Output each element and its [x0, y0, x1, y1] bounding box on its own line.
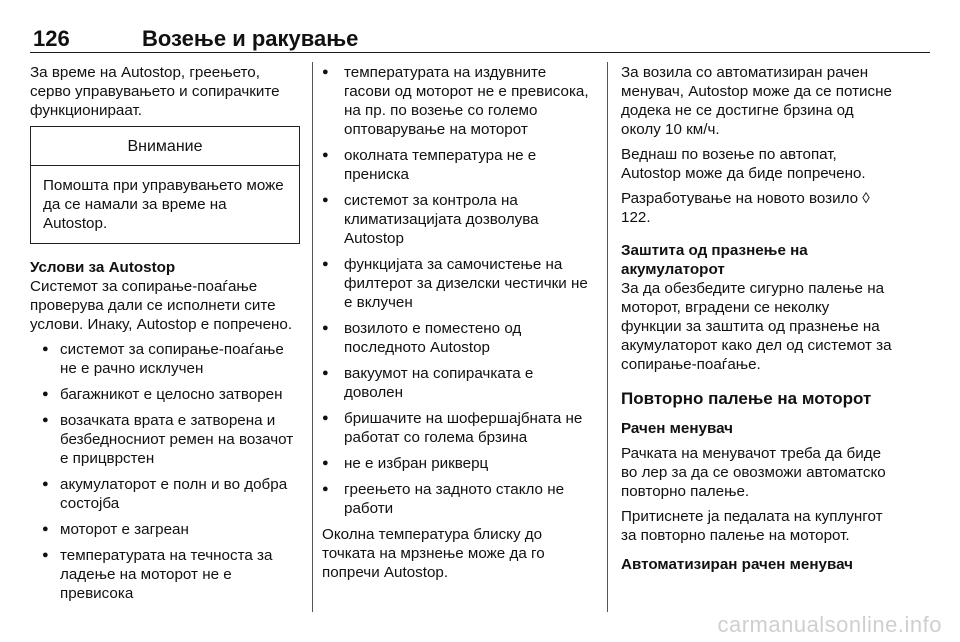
list-item: ● моторот е загреан	[30, 520, 300, 539]
list-item: ● бришачите на шофершајбната не работат со голема брзина	[322, 409, 594, 447]
manual-paragraph-2: Притиснете ја педалата на куплунгот за повторно палење на моторот.	[621, 508, 883, 544]
list-item: ● багажникот е целосно затворен	[30, 385, 300, 404]
list-item: ● системот за контрола на климатизацијата дозволува Autostop	[322, 191, 594, 248]
restart-heading: Повторно палење на моторот	[621, 389, 872, 408]
list-item: ● температурата на издувните гасови од моторот не е превисока, на пр. по возење со големо оптоварување на моторот	[322, 63, 594, 139]
intro-paragraph: За време на Autostop, греењето, серво управувањето и сопирачките функционираат.	[30, 64, 280, 119]
list-item: ● околната температура не е прениска	[322, 146, 594, 184]
warning-body: Помошта при управувањето може да се намали за време на Autostop.	[43, 177, 284, 232]
column-right	[621, 63, 893, 574]
watermark: carmanualsonline.info	[717, 612, 942, 637]
paragraph-highway: Веднаш по возење по автопат, Autostop може да биде попречено.	[621, 146, 866, 182]
conditions-heading: Услови за Autostop	[30, 259, 176, 276]
outro-paragraph: Околна температура блиску до точката на мрзнење може да го попречи Autostop.	[322, 526, 545, 581]
list-item: ● температурата на течноста за ладење на моторот не е превисока	[30, 546, 300, 603]
paragraph-running-in: Разработување на новото возило ◊ 122.	[621, 190, 870, 226]
column-middle	[322, 63, 594, 588]
warning-box	[30, 126, 300, 244]
column-left	[30, 63, 300, 610]
list-item: ● вакуумот на сопирачката е доволен	[322, 364, 594, 402]
page-header	[30, 10, 930, 53]
list-item: ● системот за сопирање-поаѓање не е рачно исклучен	[30, 340, 300, 378]
column-divider	[312, 62, 313, 612]
conditions-list-continued	[322, 63, 594, 518]
automated-gearbox-heading: Автоматизиран рачен менувач	[621, 556, 854, 573]
list-item: ● функцијата за самочистење на филтерот за дизелски честички не е вклучен	[322, 255, 594, 312]
conditions-intro: Системот за сопирање-поаѓање проверува дали се исполнети сите услови. Инаку, Autostop е попречено.	[30, 278, 293, 333]
list-item: ● не е избран рикверц	[322, 454, 594, 473]
list-item: ● греењето на задното стакло не работи	[322, 480, 594, 518]
paragraph-automated-gearbox: За возила со автоматизиран рачен менувач, Autostop може да се потисне додека не се достигне брзина од околу 10 км/ч.	[621, 64, 892, 138]
conditions-list	[30, 340, 300, 603]
manual-gearbox-heading: Рачен менувач	[621, 420, 733, 437]
list-item: ● возачката врата е затворена и безбедносниот ремен на возачот е прицврстен	[30, 411, 300, 468]
list-item: ● акумулаторот е полн и во добра состојба	[30, 475, 300, 513]
column-divider	[607, 62, 608, 612]
battery-paragraph: За да обезбедите сигурно палење на моторот, вградени се неколку функции за заштита од празнење на акумулаторот како дел од системот за сопирање-поаѓање.	[621, 280, 892, 373]
page-number: 126	[33, 26, 70, 51]
chapter-title: Возење и ракување	[142, 26, 359, 51]
list-item: ● возилото е поместено од последното Autostop	[322, 319, 594, 357]
manual-paragraph-1: Рачката на менувачот треба да биде во лер за да се овозможи автоматско повторно палење.	[621, 445, 886, 500]
warning-title: Внимание	[31, 127, 299, 166]
battery-heading: Заштита од празнење на акумулаторот	[621, 242, 808, 278]
